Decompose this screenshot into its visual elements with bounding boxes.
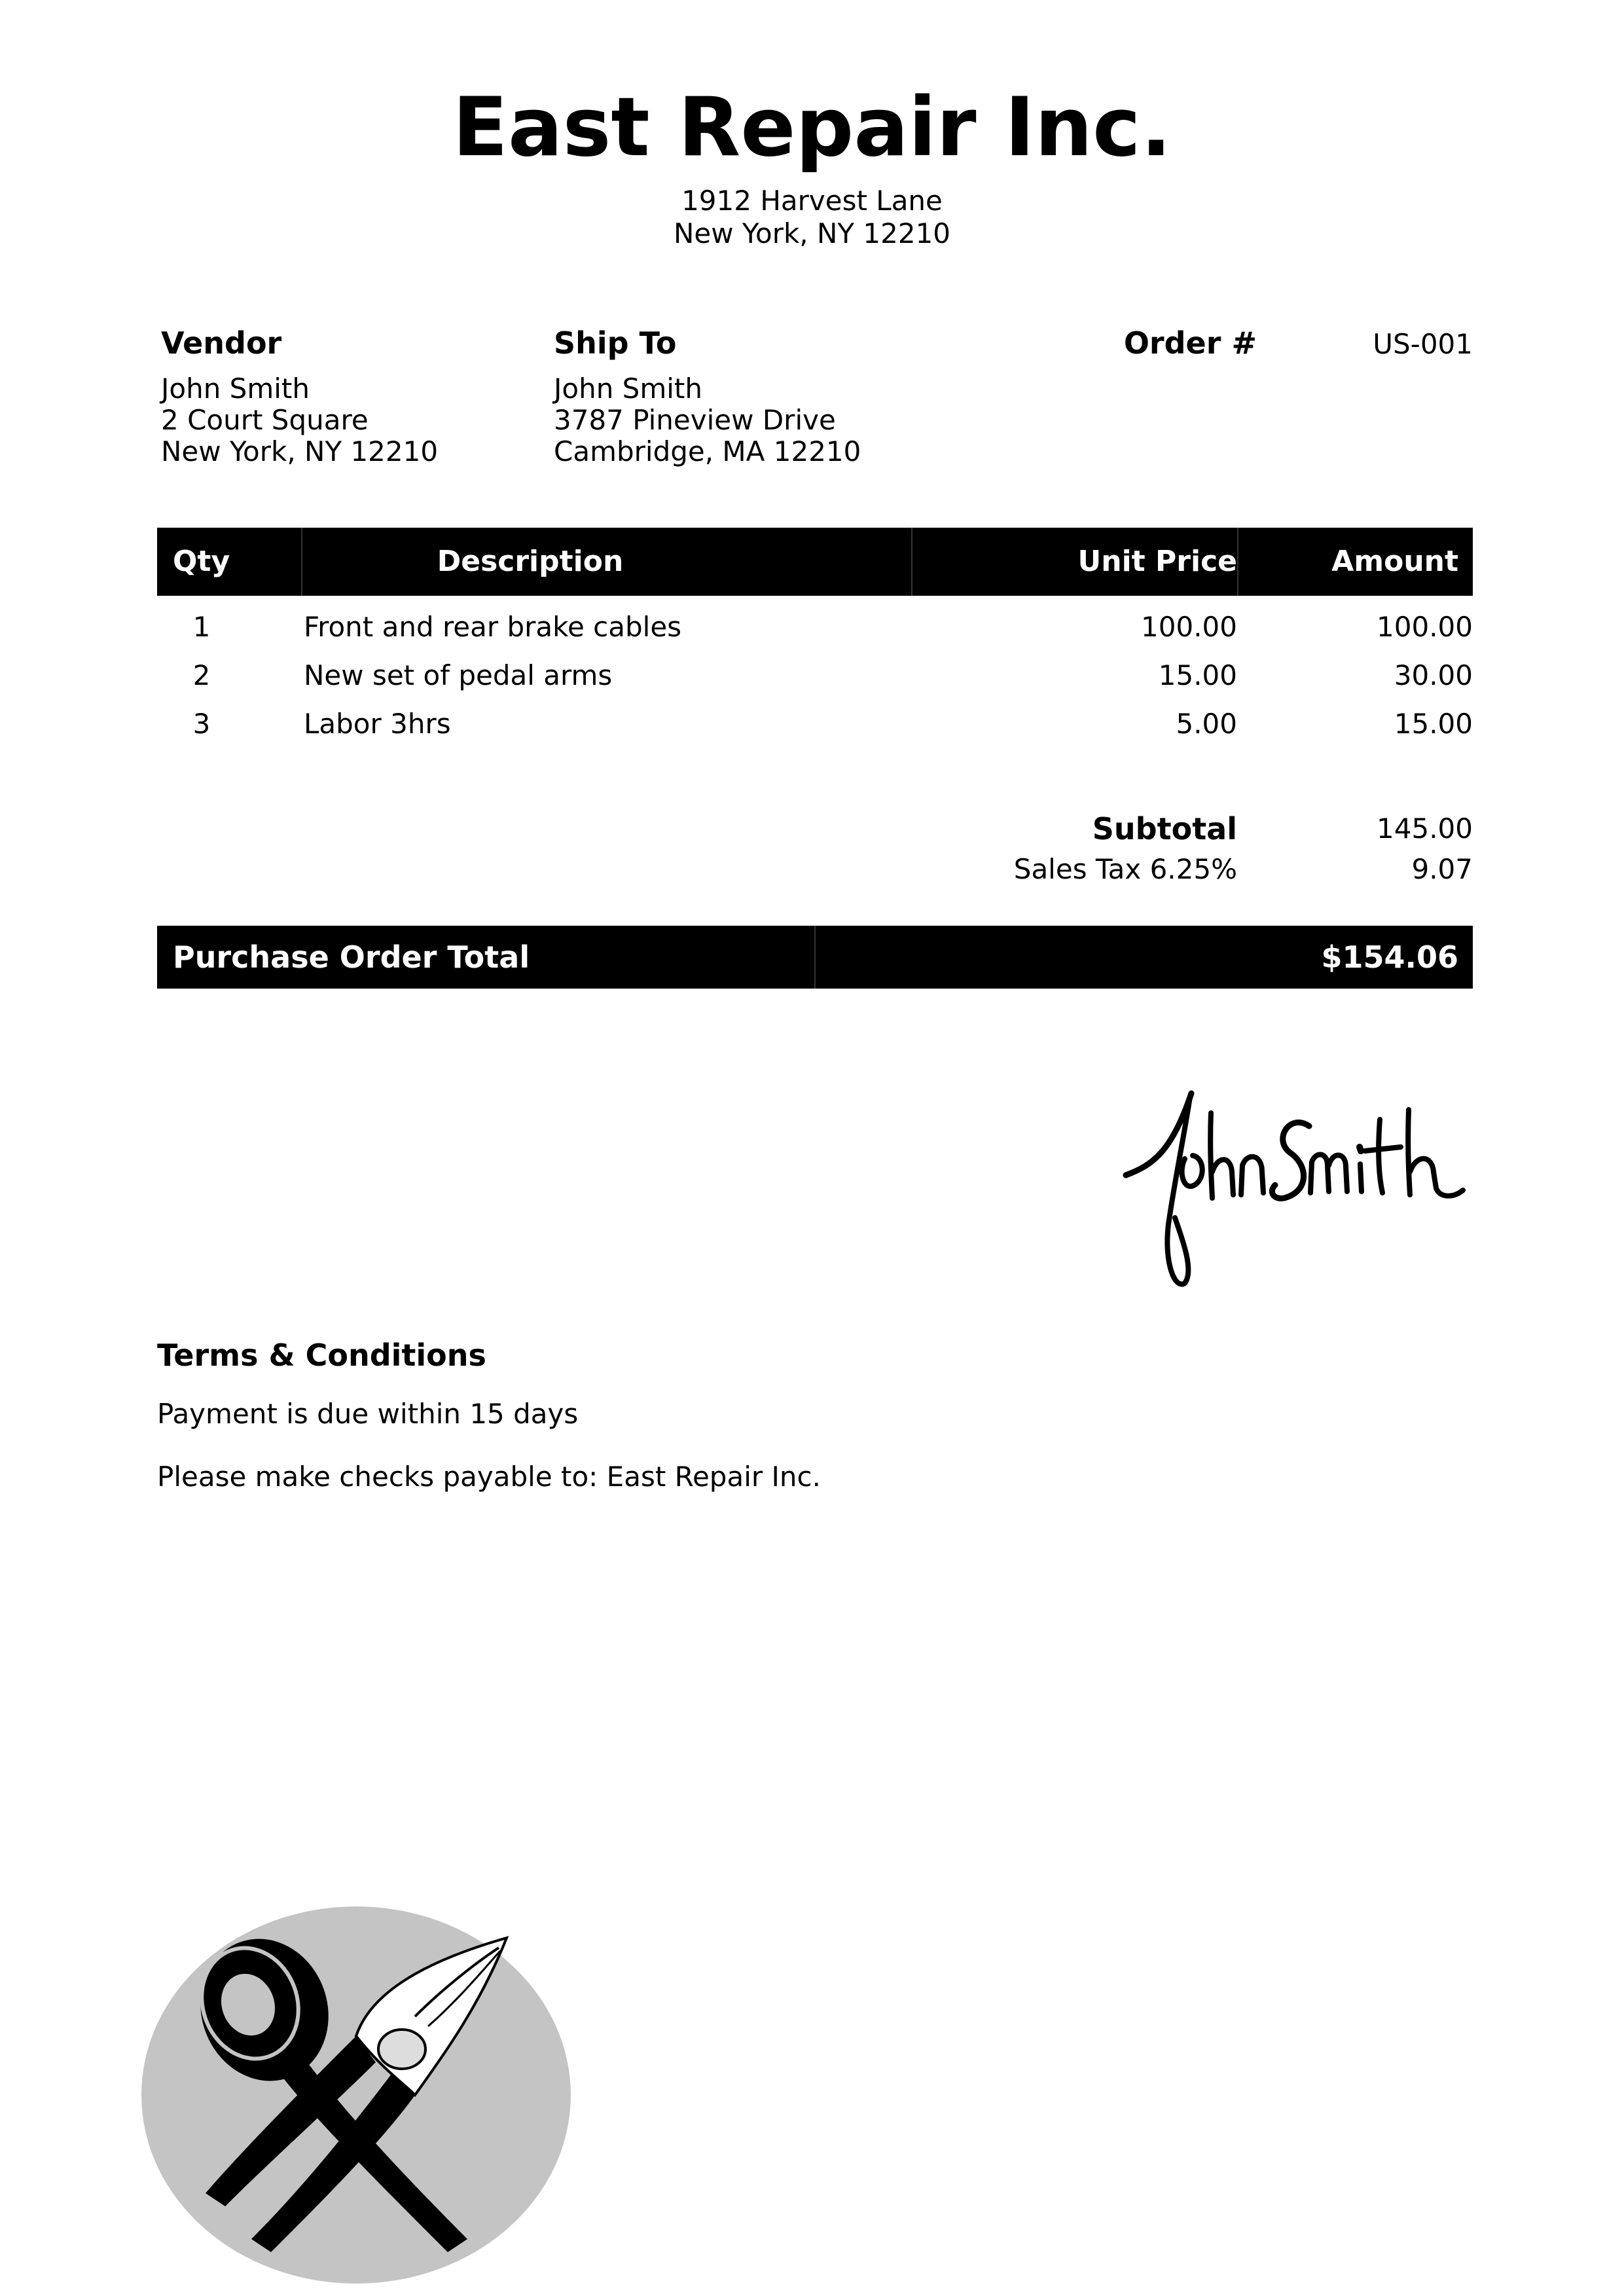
purchase-order-total-label: Purchase Order Total	[173, 939, 530, 975]
company-address	[0, 185, 1624, 250]
row-description: New set of pedal arms	[304, 659, 613, 691]
vendor-name: John Smith	[161, 373, 310, 405]
ship-to-name: John Smith	[554, 373, 703, 405]
row-unit-price: 15.00	[1158, 659, 1237, 691]
vendor-heading: Vendor	[161, 325, 282, 361]
row-qty: 2	[192, 659, 211, 691]
signature-image	[1113, 1074, 1479, 1309]
terms-line-payment: Payment is due within 15 days	[157, 1398, 579, 1430]
sales-tax-value: 9.07	[1411, 853, 1473, 885]
vendor-address	[161, 373, 438, 467]
row-amount: 30.00	[1394, 659, 1473, 691]
column-header-amount: Amount	[1331, 545, 1458, 578]
logo-background	[141, 1906, 571, 2284]
vendor-city: New York, NY 12210	[161, 435, 439, 467]
ship-to-heading: Ship To	[554, 325, 677, 361]
company-address-line1: 1912 Harvest Lane	[681, 185, 943, 217]
company-address-line2: New York, NY 12210	[673, 217, 951, 249]
tape-and-pliers-icon	[140, 1886, 572, 2285]
items-table-header	[157, 528, 1473, 596]
row-qty: 1	[192, 611, 211, 643]
purchase-order-total-bar	[157, 926, 1473, 989]
ship-to-city: Cambridge, MA 12210	[554, 435, 861, 467]
column-header-unit-price: Unit Price	[1077, 545, 1237, 578]
row-description: Labor 3hrs	[304, 708, 451, 740]
order-number-value: US-001	[1373, 328, 1473, 360]
ship-to-street: 3787 Pineview Drive	[554, 404, 836, 436]
column-header-qty: Qty	[173, 545, 230, 578]
ship-to-address	[554, 373, 861, 467]
terms-line-checks: Please make checks payable to: East Repair Inc.	[157, 1461, 821, 1493]
company-name: East Repair Inc.	[452, 81, 1172, 175]
purchase-order-total-value: $154.06	[1321, 939, 1458, 975]
subtotal-value: 145.00	[1377, 812, 1473, 845]
total-divider	[814, 926, 816, 989]
row-unit-price: 5.00	[1176, 708, 1237, 740]
row-unit-price: 100.00	[1141, 611, 1237, 643]
terms-heading: Terms & Conditions	[157, 1338, 486, 1373]
sales-tax-label: Sales Tax 6.25%	[1013, 853, 1237, 885]
order-number-label: Order #	[1123, 325, 1257, 361]
row-qty: 3	[192, 708, 211, 740]
subtotal-label: Subtotal	[1092, 811, 1237, 847]
column-header-description: Description	[437, 545, 624, 578]
vendor-street: 2 Court Square	[161, 404, 369, 436]
row-description: Front and rear brake cables	[304, 611, 682, 643]
row-amount: 15.00	[1394, 708, 1473, 740]
row-amount: 100.00	[1377, 611, 1473, 643]
